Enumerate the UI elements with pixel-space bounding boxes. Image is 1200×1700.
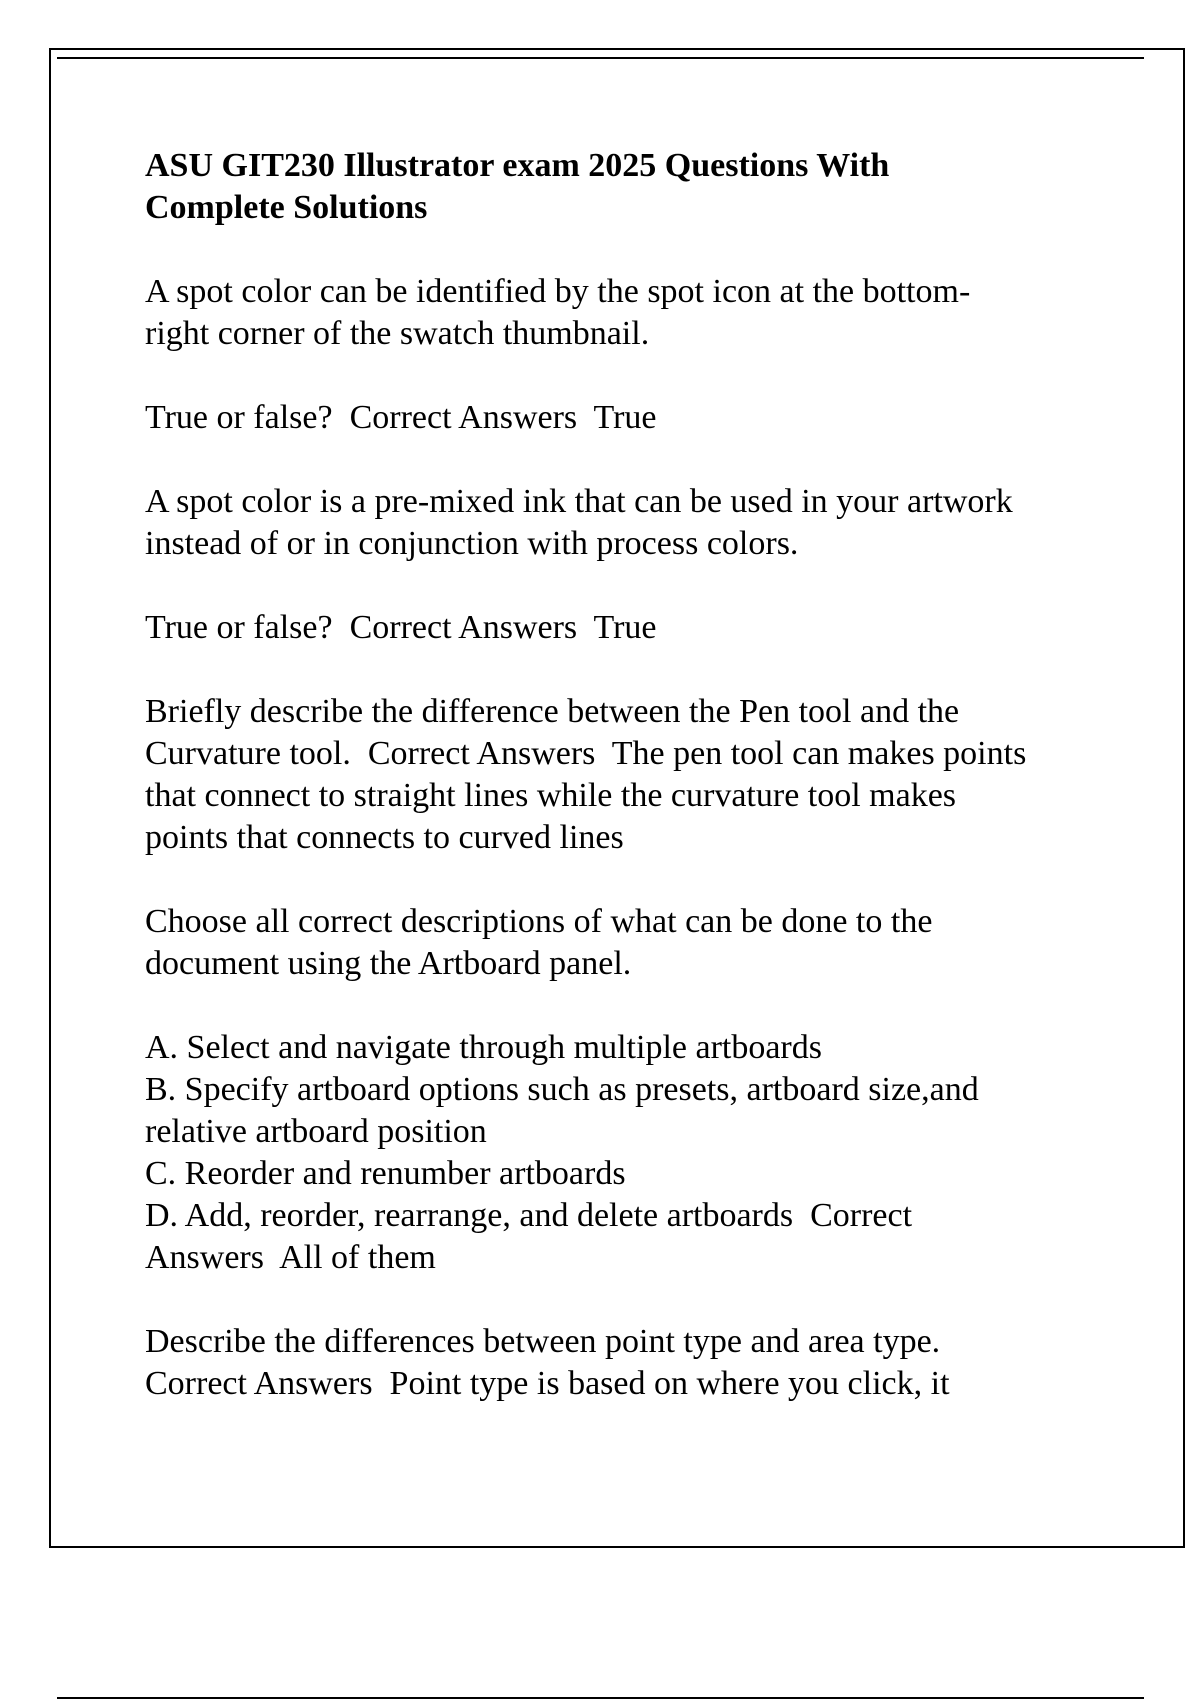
list-item: D. Add, reorder, rearrange, and delete artboards Correct	[145, 1197, 913, 1234]
question-point-vs-area-type	[145, 1321, 1105, 1405]
list-item: B. Specify artboard options such as presets, artboard size,and	[145, 1071, 979, 1108]
list-item: A. Select and navigate through multiple artboards	[145, 1029, 822, 1066]
text-line: A spot color is a pre-mixed ink that can be used in your artwork	[145, 483, 1013, 520]
title-line: ASU GIT230 Illustrator exam 2025 Questions With	[145, 147, 890, 184]
text-line: instead of or in conjunction with process colors.	[145, 525, 799, 562]
answer-true-false-1	[145, 397, 1105, 439]
text-line: Correct Answers Point type is based on where you click, it	[145, 1365, 950, 1402]
text-line: True or false? Correct Answers True	[145, 399, 657, 436]
text-line: that connect to straight lines while the curvature tool makes	[145, 777, 957, 814]
text-line: points that connects to curved lines	[145, 819, 624, 856]
question-pen-vs-curvature	[145, 691, 1105, 859]
list-item: C. Reorder and renumber artboards	[145, 1155, 626, 1192]
text-line: True or false? Correct Answers True	[145, 609, 657, 646]
question-spot-color-icon	[145, 271, 1105, 355]
list-item: relative artboard position	[145, 1113, 487, 1150]
document-title	[145, 145, 1105, 229]
question-spot-color-ink	[145, 481, 1105, 565]
text-line: document using the Artboard panel.	[145, 945, 632, 982]
text-line: A spot color can be identified by the spot icon at the bottom-	[145, 273, 971, 310]
text-line: Briefly describe the difference between the Pen tool and the	[145, 693, 960, 730]
text-line: Curvature tool. Correct Answers The pen tool can makes points	[145, 735, 1027, 772]
list-item: Answers All of them	[145, 1239, 436, 1276]
title-line: Complete Solutions	[145, 189, 428, 226]
answer-true-false-2	[145, 607, 1105, 649]
question-artboard-panel	[145, 901, 1105, 985]
artboard-options-list	[145, 1027, 1105, 1279]
text-line: right corner of the swatch thumbnail.	[145, 315, 650, 352]
document-body	[145, 145, 1105, 1447]
text-line: Describe the differences between point type and area type.	[145, 1323, 941, 1360]
text-line: Choose all correct descriptions of what can be done to the	[145, 903, 933, 940]
bottom-rule	[57, 1697, 1144, 1699]
